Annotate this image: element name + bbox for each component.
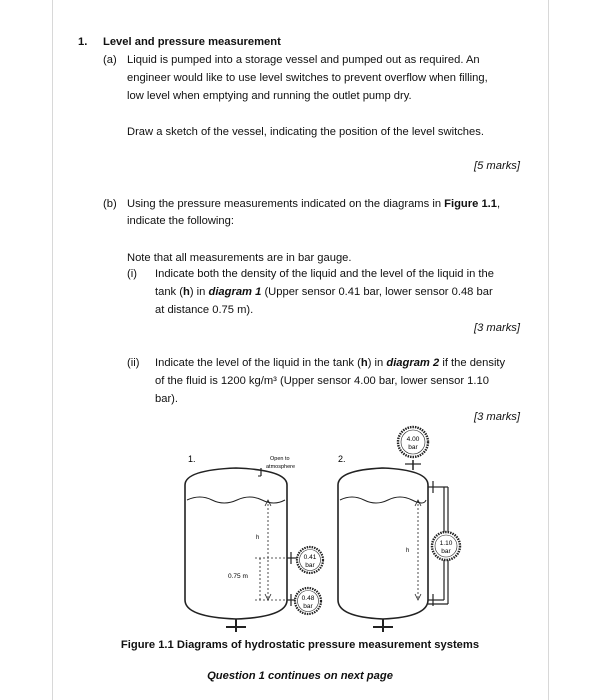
sub-i-marks: [3 marks] [473,322,520,334]
sub-ii-marks: [3 marks] [473,411,520,423]
question-title: Level and pressure measurement [103,36,281,48]
part-a-text-line2: engineer would like to use level switches to prevent overflow when filling, [127,72,488,84]
open-to-label-line2: atmosphere [266,464,296,470]
open-to-label-line1: Open to [270,456,290,462]
figure-reference: Figure 1.1 [444,198,498,210]
diagram-2-label: 2. [338,454,346,464]
part-a-label: (a) [103,54,117,66]
part-a-marks: [5 marks] [473,160,520,172]
gauge-side-2-value: 1.10 [439,540,453,547]
question-number: 1. [78,36,88,48]
part-b-intro-line1: Using the pressure measurements indicated on the diagrams in Figure 1.1, [127,198,501,210]
continues-note: Question 1 continues on next page [207,670,393,682]
part-b-note: Note that all measurements are in bar gauge. [127,252,352,264]
gauge-side-2-unit: bar [441,548,451,555]
diagram-1-label: 1. [188,454,196,464]
distance-label: 0.75 m [228,573,248,580]
h-label-1: h [256,535,260,541]
gauge-upper-1-unit: bar [305,562,315,569]
figure-1-1 [0,420,600,640]
h-label-2: h [406,548,410,554]
figure-caption: Figure 1.1 Diagrams of hydrostatic pressure measurement systems [120,639,480,651]
part-a-text-line3: low level when emptying and running the outlet pump dry. [127,90,412,102]
sub-i-line2: tank (h) in diagram 1 (Upper sensor 0.41 bar, lower sensor 0.48 bar [155,286,493,298]
diagram-1-tank [185,468,298,632]
sub-i-line1: Indicate both the density of the liquid and the level of the liquid in the [155,268,494,280]
gauge-upper-1-value: 0.41 [303,554,317,561]
part-b-intro-line2: indicate the following: [127,215,234,227]
part-a-instruction: Draw a sketch of the vessel, indicating the position of the level switches. [127,126,484,138]
gauge-top-2-unit: bar [408,444,418,451]
part-b-label: (b) [103,198,117,210]
gauge-top-2-value: 4.00 [406,436,420,443]
sub-ii-line2: of the fluid is 1200 kg/m³ (Upper sensor 4.00 bar, lower sensor 1.10 [155,375,489,387]
part-a-text-line1: Liquid is pumped into a storage vessel and pumped out as required. An [127,54,480,66]
sub-i-label: (i) [127,268,137,280]
gauge-lower-1-value: 0.48 [301,595,315,602]
gauge-lower-1-unit: bar [303,603,313,610]
sub-i-line3: at distance 0.75 m). [155,304,254,316]
sub-ii-label: (ii) [127,357,140,369]
sub-ii-line3: bar). [155,393,179,405]
sub-ii-line1: Indicate the level of the liquid in the tank (h) in diagram 2 if the density [155,357,506,369]
